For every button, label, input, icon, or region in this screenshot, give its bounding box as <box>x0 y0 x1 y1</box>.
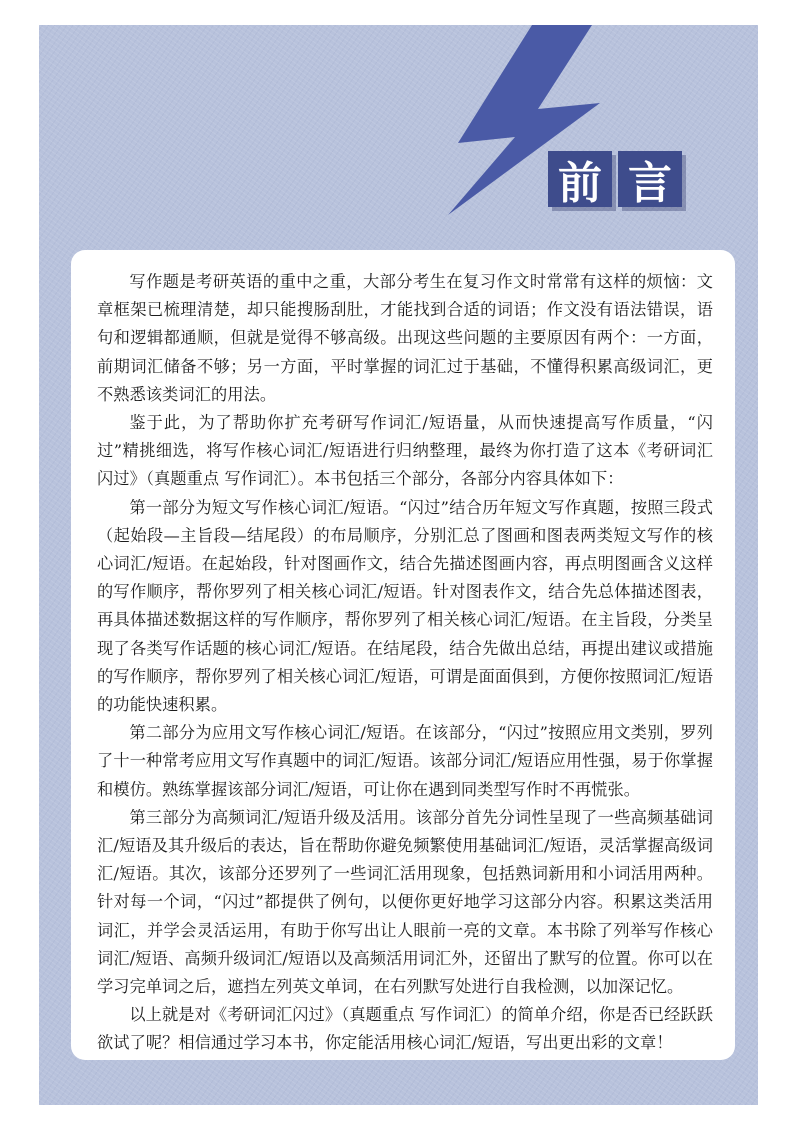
paragraph-part-one: 第一部分为短文写作核心词汇/短语。“闪过”结合历年短文写作真题，按照三段式（起始段—主旨段—结尾段）的布局顺序，分别汇总了图画和图表两类短文写作的核心词汇/短语。在起始段，针对图画作文，结合先描述图画内容，再点明图画含义这样的写作顺序，帮你罗列了相关核心词汇/短语。针对图表作文，结合先总体描述图表，再具体描述数据这样的写作顺序，帮你罗列了相关核心词汇/短语。在主旨段，分类呈现了各类写作话题的核心词汇/短语。在结尾段，结合先做出总结，再提出建议或措施的写作顺序，帮你罗列了相关核心词汇/短语，可谓是面面俱到，方便你按照词汇/短语的功能快速积累。 <box>97 497 713 715</box>
title-char-1: 前 <box>548 151 612 207</box>
preface-content <box>71 250 735 1060</box>
paragraph-conclusion: 以上就是对《考研词汇闪过》（真题重点 写作词汇）的简单介绍，你是否已经跃跃欲试了呢？相信通过学习本书，你定能活用核心词汇/短语，写出更出彩的文章！ <box>97 1005 713 1053</box>
paragraph-purpose: 鉴于此，为了帮助你扩充考研写作词汇/短语量，从而快速提高写作质量，“闪过”精挑细选，将写作核心词汇/短语进行归纳整理，最终为你打造了这本《考研词汇闪过》（真题重点 写作词汇）。本书包括三个部分，各部分内容具体如下： <box>97 413 713 489</box>
paragraph-part-two: 第二部分为应用文写作核心词汇/短语。在该部分，“闪过”按照应用文类别，罗列了十一种常考应用文写作真题中的词汇/短语。该部分词汇/短语应用性强，易于你掌握和模仿。熟练掌握该部分词汇/短语，可让你在遇到同类型写作时不再慌张。 <box>97 723 713 799</box>
title-char-2: 言 <box>618 151 682 207</box>
paragraph-intro: 写作题是考研英语的重中之重，大部分考生在复习作文时常常有这样的烦恼：文章框架已梳理清楚，却只能搜肠刮肚，才能找到合适的词语；作文没有语法错误，语句和逻辑都通顺，但就是觉得不够高级。出现这些问题的主要原因有两个：一方面，前期词汇储备不够；另一方面，平时掌握的词汇过于基础，不懂得积累高级词汇，更不熟悉该类词汇的用法。 <box>97 272 713 404</box>
page-title <box>548 150 682 208</box>
paragraph-part-three: 第三部分为高频词汇/短语升级及活用。该部分首先分词性呈现了一些高频基础词汇/短语及其升级后的表达，旨在帮助你避免频繁使用基础词汇/短语，灵活掌握高级词汇/短语。其次，该部分还罗列了一些词汇活用现象，包括熟词新用和小词活用两种。针对每一个词，“闪过”都提供了例句，以便你更好地学习这部分内容。积累这类活用词汇，并学会灵活运用，有助于你写出让人眼前一亮的文章。本书除了列举写作核心词汇/短语、高频升级词汇/短语以及高频活用词汇外，还留出了默写的位置。你可以在学习完单词之后，遮挡左列英文单词，在右列默写处进行自我检测，以加深记忆。 <box>97 807 713 997</box>
